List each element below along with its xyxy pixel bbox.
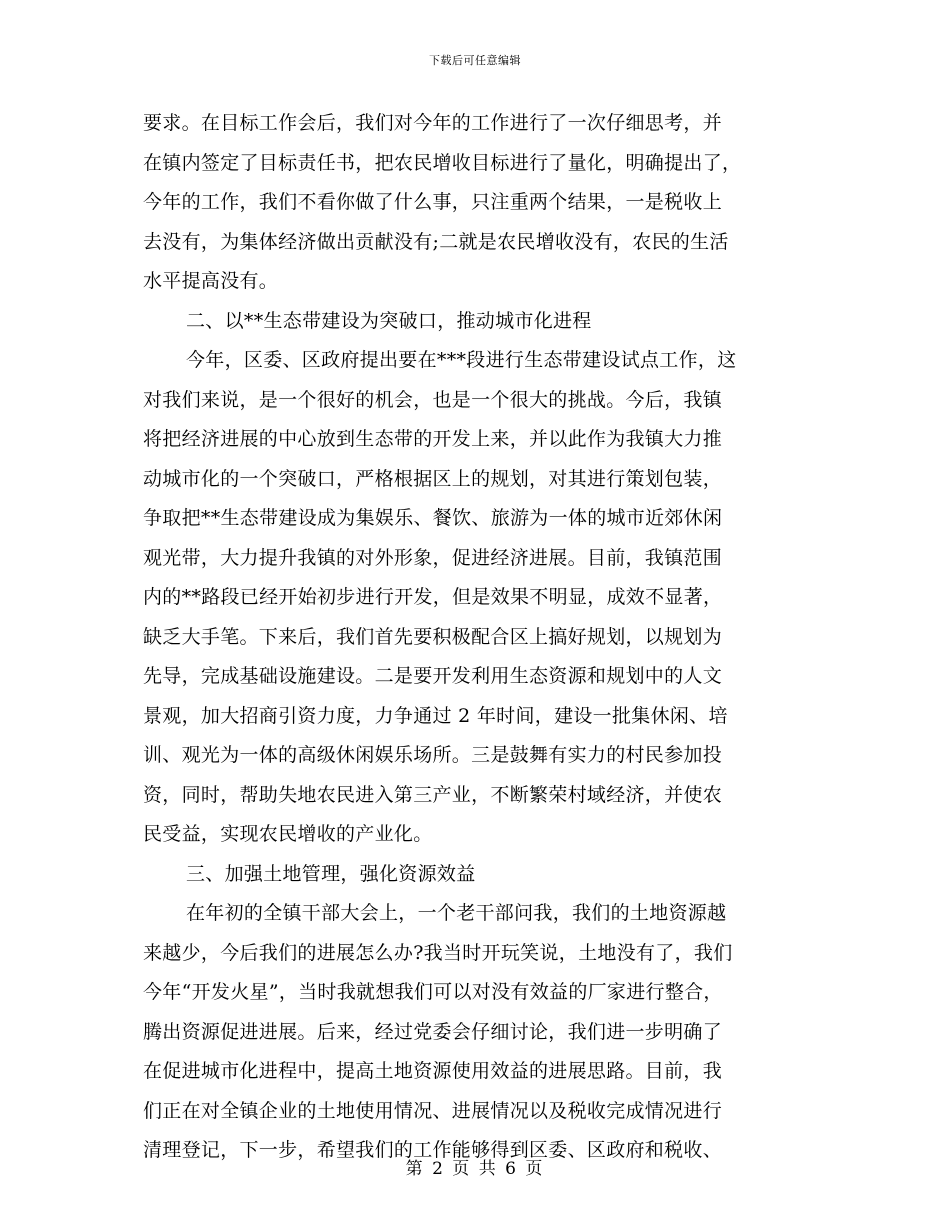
text-line: 今年的工作，我们不看你做了什么事，只注重两个结果，一是税收上 bbox=[143, 191, 723, 213]
text-line: 要求。在目标工作会后，我们对今年的工作进行了一次仔细思考，并 bbox=[143, 112, 723, 134]
text-line: 资，同时，帮助失地农民进入第三产业，不断繁荣村域经济，并使农 bbox=[143, 783, 723, 806]
text-line: 二、以**生态带建设为突破口，推动城市化进程 bbox=[186, 309, 592, 332]
text-line: 观光带，大力提升我镇的对外形象，促进经济进展。目前，我镇范围 bbox=[143, 546, 723, 569]
text-line: 水平提高没有。 bbox=[143, 270, 279, 292]
text-line: 今年“开发火星”，当时我就想我们可以对没有效益的厂家进行整合， bbox=[143, 981, 723, 1003]
text-line: 在年初的全镇干部大会上，一个老干部问我，我们的土地资源越 bbox=[186, 902, 727, 924]
text-line: 清理登记，下一步，希望我们的工作能够得到区委、区政府和税收、 bbox=[143, 1139, 723, 1161]
text-line: 对我们来说，是一个很好的机会，也是一个很大的挑战。今后，我镇 bbox=[143, 388, 723, 411]
text-line: 在促进城市化进程中，提高土地资源使用效益的进展思路。目前，我 bbox=[143, 1060, 723, 1082]
text-line: 去没有，为集体经济做出贡献没有;二就是农民增收没有，农民的生活 bbox=[143, 230, 729, 253]
text-line: 三、加强土地管理，强化资源效益 bbox=[186, 862, 476, 885]
text-line: 来越少，今后我们的进展怎么办?我当时开玩笑说，土地没有了，我们 bbox=[143, 941, 733, 964]
page-header: 下载后可任意编辑 bbox=[429, 54, 521, 67]
page-number-footer: 第 2 页 共 6 页 bbox=[405, 1159, 545, 1179]
text-line: 缺乏大手笔。下来后，我们首先要积极配合区上搞好规划，以规划为 bbox=[143, 625, 723, 648]
text-line: 动城市化的一个突破口，严格根据区上的规划，对其进行策划包装， bbox=[143, 467, 723, 490]
text-line: 先导，完成基础设施建设。二是要开发利用生态资源和规划中的人文 bbox=[143, 665, 723, 687]
text-line: 在镇内签定了目标责任书，把农民增收目标进行了量化，明确提出了， bbox=[143, 151, 742, 174]
text-line: 民受益，实现农民增收的产业化。 bbox=[143, 823, 433, 845]
text-line: 争取把**生态带建设成为集娱乐、餐饮、旅游为一体的城市近郊休闲 bbox=[143, 507, 723, 529]
document-body bbox=[143, 104, 809, 1171]
text-line: 将把经济进展的中心放到生态带的开发上来，并以此作为我镇大力推 bbox=[143, 428, 723, 450]
text-line: 内的**路段已经开始初步进行开发，但是效果不明显，成效不显著， bbox=[143, 586, 723, 608]
text-line: 训、观光为一体的高级休闲娱乐场所。三是鼓舞有实力的村民参加投 bbox=[143, 744, 723, 766]
text-line: 们正在对全镇企业的土地使用情况、进展情况以及税收完成情况进行 bbox=[143, 1099, 723, 1122]
text-line: 今年，区委、区政府提出要在***段进行生态带建设试点工作，这 bbox=[186, 349, 737, 371]
text-line: 景观，加大招商引资力度，力争通过 2 年时间，建设一批集休闲、培 bbox=[143, 704, 728, 727]
text-line: 腾出资源促进进展。后来，经过党委会仔细讨论，我们进一步明确了 bbox=[143, 1020, 723, 1043]
